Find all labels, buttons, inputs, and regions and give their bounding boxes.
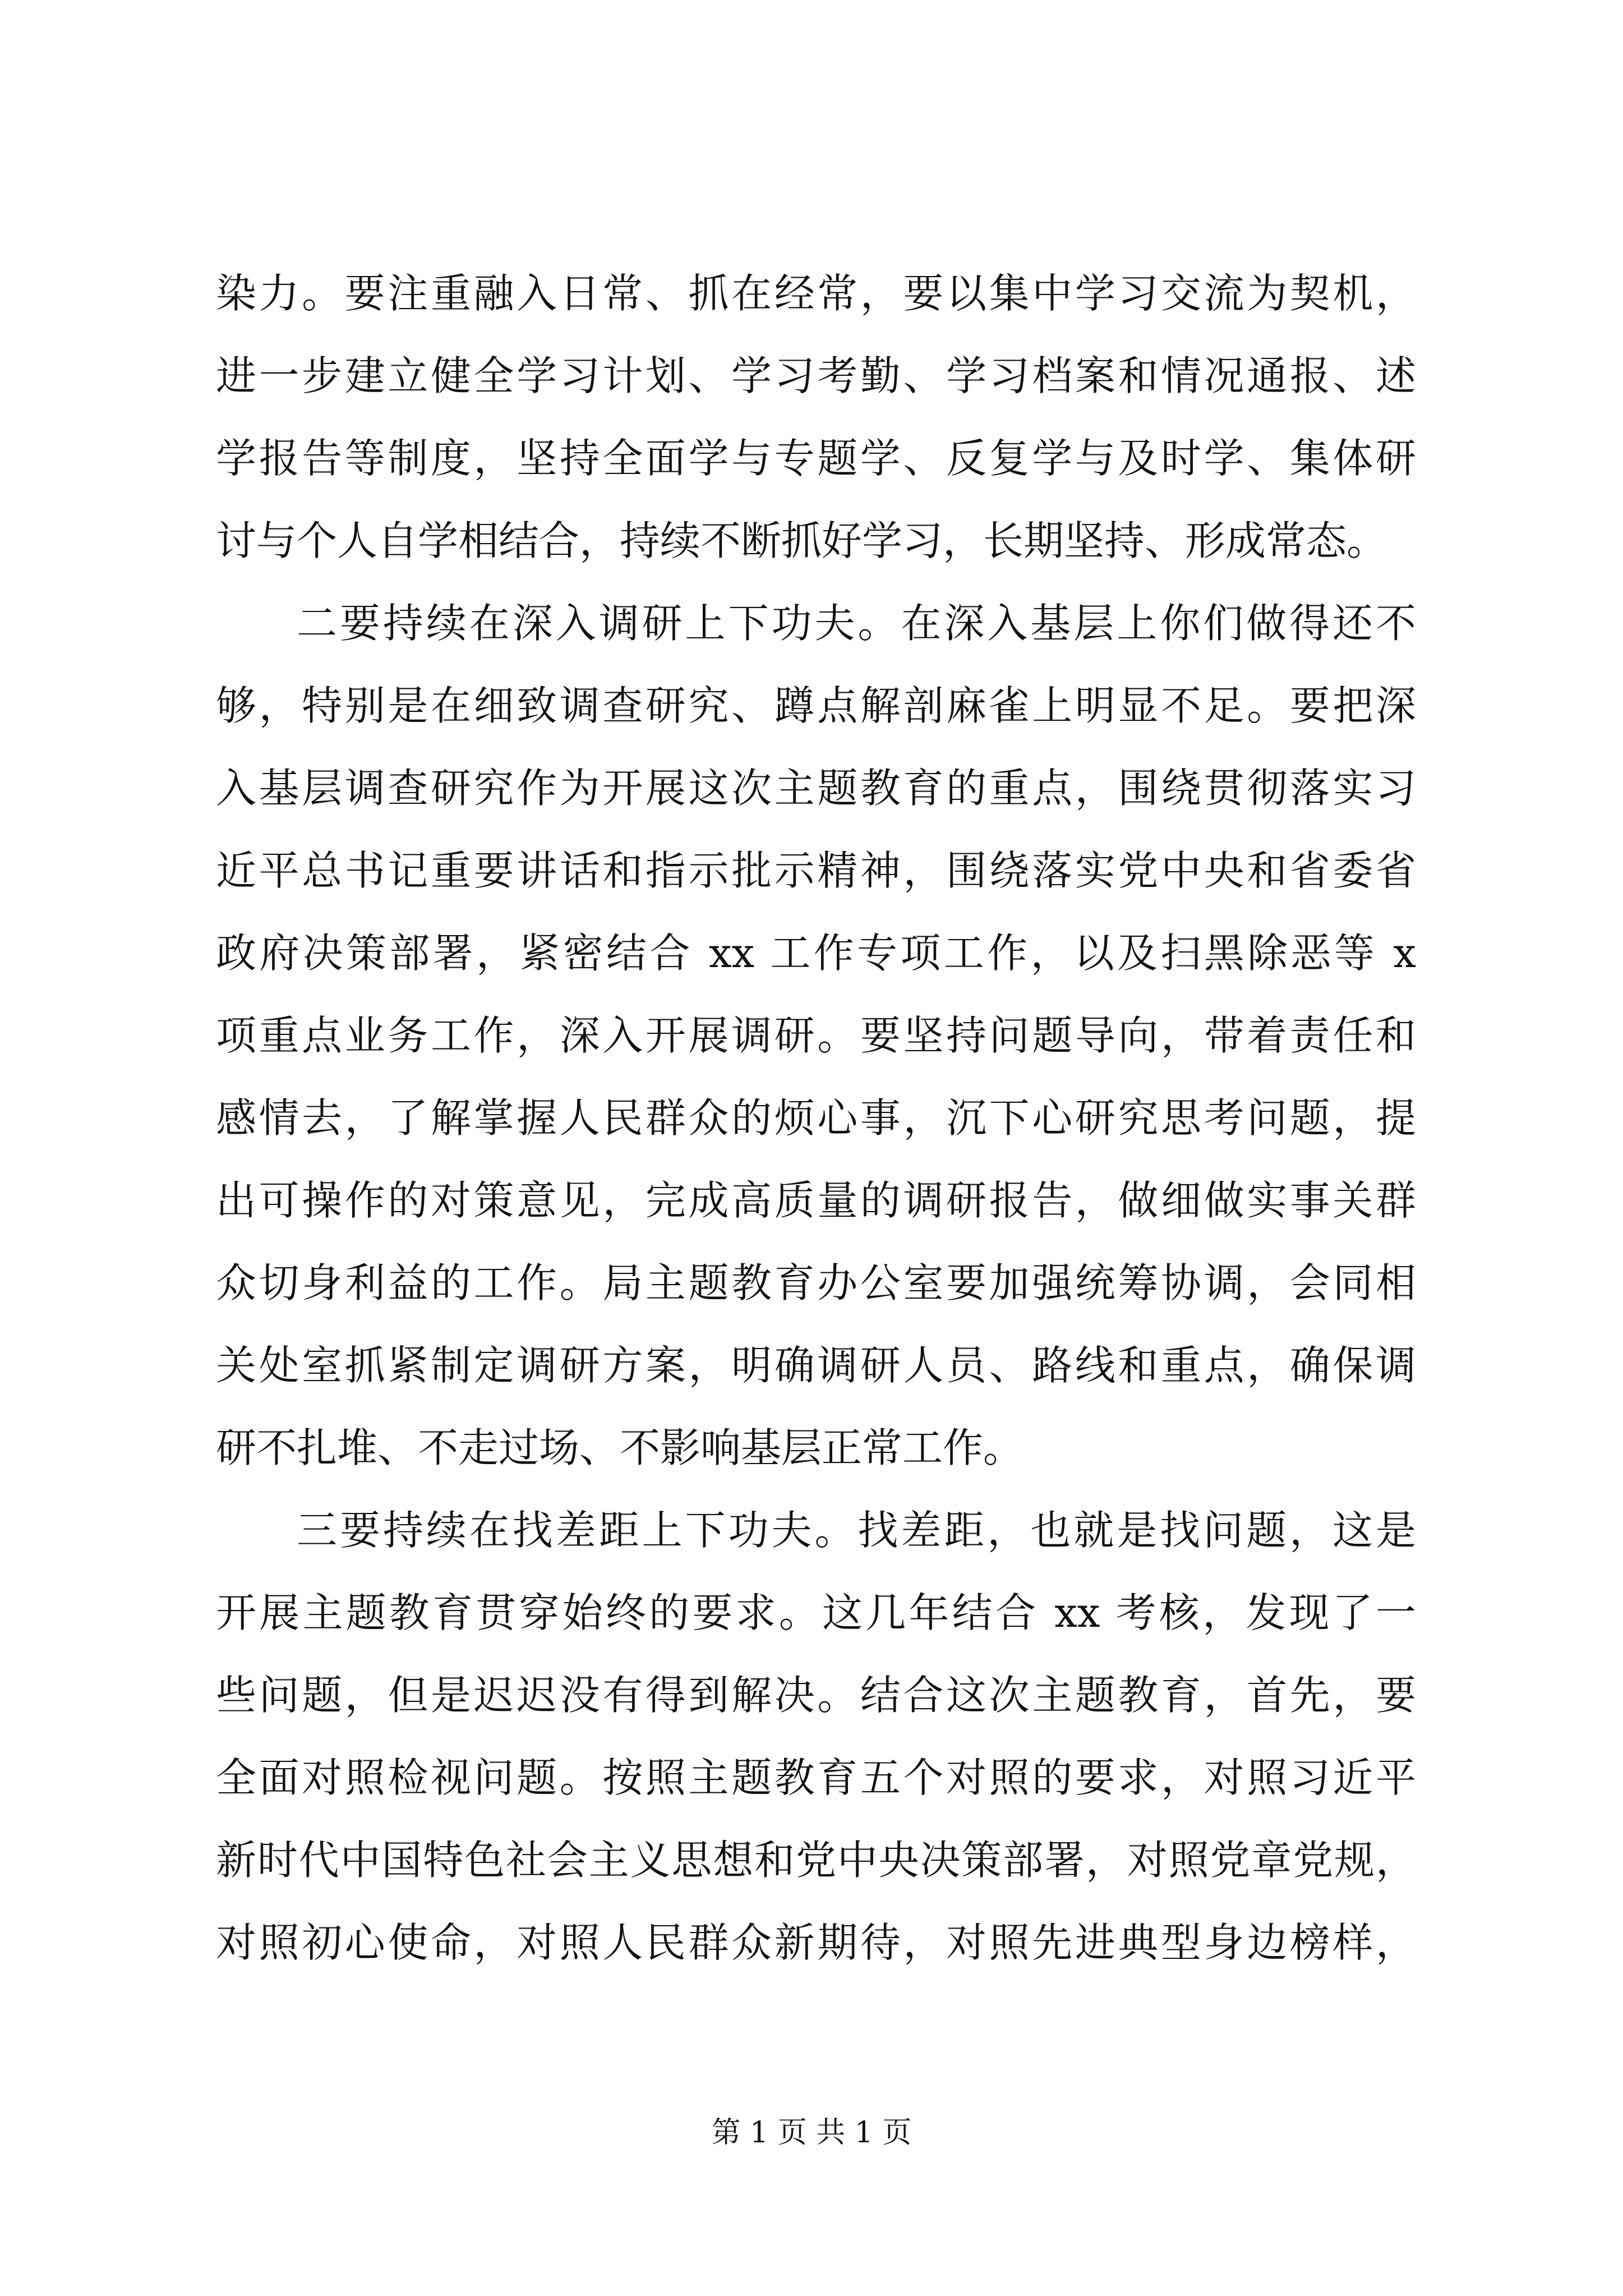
paragraph-first-line: 二要持续在深入调研上下功夫。在深入基层上你们做得还不 (297, 600, 1416, 647)
text-line: 众切身利益的工作。局主题教育办公室要加强统筹协调，会同相 (216, 1259, 1416, 1306)
text-line: 对照初心使命，对照人民群众新期待，对照先进典型身边榜样， (216, 1919, 1416, 1966)
text-line: 开展主题教育贯穿始终的要求。这几年结合 xx 考核，发现了一 (216, 1589, 1416, 1636)
paragraph-first-line: 三要持续在找差距上下功夫。找差距，也就是找问题，这是 (297, 1507, 1416, 1554)
text-line: 些问题，但是迟迟没有得到解决。结合这次主题教育，首先，要 (216, 1672, 1416, 1719)
page-footer: 第 1 页 共 1 页 (711, 2116, 912, 2150)
text-line: 研不扎堆、不走过场、不影响基层正常工作。 (216, 1424, 1024, 1471)
document-body (216, 252, 1416, 1984)
text-line: 感情去，了解掌握人民群众的烦心事，沉下心研究思考问题，提 (216, 1094, 1416, 1142)
text-line: 全面对照检视问题。按照主题教育五个对照的要求，对照习近平 (216, 1754, 1416, 1801)
text-line: 出可操作的对策意见，完成高质量的调研报告，做细做实事关群 (216, 1177, 1416, 1224)
text-line: 讨与个人自学相结合，持续不断抓好学习，长期坚持、形成常态。 (216, 517, 1387, 564)
text-line: 政府决策部署，紧密结合 xx 工作专项工作，以及扫黑除恶等 x (216, 930, 1416, 977)
text-line: 够，特别是在细致调查研究、蹲点解剖麻雀上明显不足。要把深 (216, 682, 1416, 729)
text-line: 染力。要注重融入日常、抓在经常，要以集中学习交流为契机， (216, 270, 1416, 317)
text-line: 学报告等制度，坚持全面学与专题学、反复学与及时学、集体研 (216, 435, 1416, 482)
text-line: 入基层调查研究作为开展这次主题教育的重点，围绕贯彻落实习 (216, 765, 1416, 812)
text-line: 近平总书记重要讲话和指示批示精神，围绕落实党中央和省委省 (216, 847, 1416, 894)
text-line: 新时代中国特色社会主义思想和党中央决策部署，对照党章党规， (216, 1837, 1416, 1884)
text-line: 进一步建立健全学习计划、学习考勤、学习档案和情况通报、述 (216, 352, 1416, 399)
text-line: 项重点业务工作，深入开展调研。要坚持问题导向，带着责任和 (216, 1012, 1416, 1059)
text-line: 关处室抓紧制定调研方案，明确调研人员、路线和重点，确保调 (216, 1342, 1416, 1389)
